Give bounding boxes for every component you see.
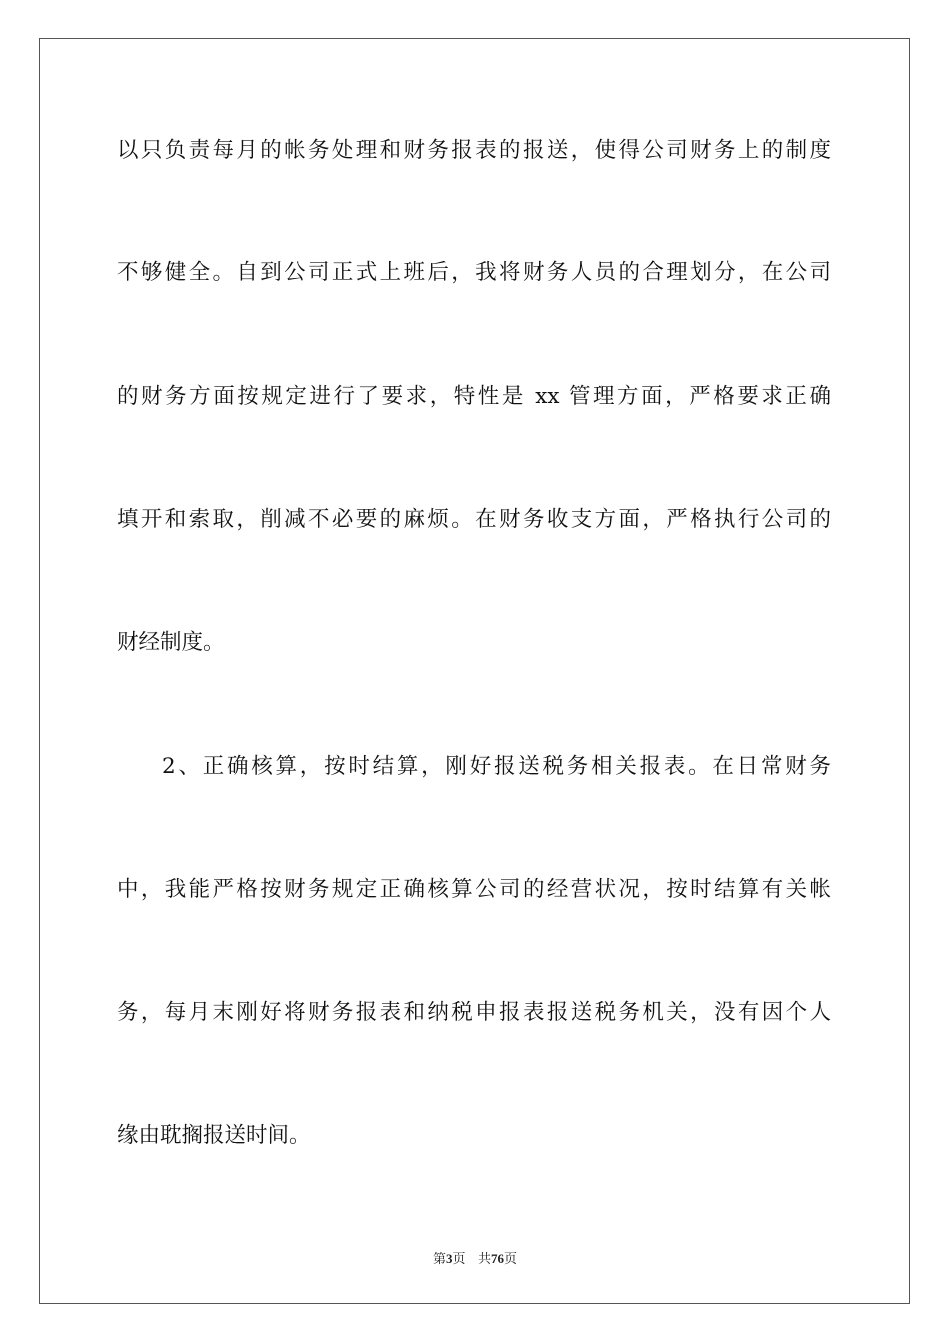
total-suffix: 页 bbox=[503, 1252, 517, 1267]
paragraph-2-line-1: 2、正确核算，按时结算，刚好报送税务相关报表。在日常财务 bbox=[162, 754, 831, 779]
paragraph-2-line-4: 缘由耽搁报送时间。 bbox=[117, 1123, 311, 1148]
paragraph-2-line-3: 务，每月末刚好将财务报表和纳税申报表报送税务机关，没有因个人 bbox=[117, 1000, 831, 1025]
paragraph-1-line-1: 以只负责每月的帐务处理和财务报表的报送，使得公司财务上的制度 bbox=[117, 138, 831, 163]
page-border bbox=[39, 38, 910, 1304]
page-prefix: 第 bbox=[433, 1252, 447, 1267]
page-footer bbox=[0, 1248, 950, 1267]
paragraph-2-line-2: 中，我能严格按财务规定正确核算公司的经营状况，按时结算有关帐 bbox=[117, 877, 831, 902]
page-number: 3 bbox=[446, 1251, 453, 1266]
paragraph-1-line-2: 不够健全。自到公司正式上班后，我将财务人员的合理划分，在公司 bbox=[117, 260, 831, 285]
paragraph-1-line-5: 财经制度。 bbox=[117, 630, 225, 655]
total-prefix: 共 bbox=[477, 1252, 491, 1267]
page-suffix: 页 bbox=[452, 1252, 466, 1267]
total-pages: 76 bbox=[490, 1251, 504, 1266]
paragraph-1-line-3: 的财务方面按规定进行了要求，特性是 xx 管理方面，严格要求正确 bbox=[117, 384, 831, 409]
paragraph-1-line-4: 填开和索取，削减不必要的麻烦。在财务收支方面，严格执行公司的 bbox=[117, 507, 831, 532]
